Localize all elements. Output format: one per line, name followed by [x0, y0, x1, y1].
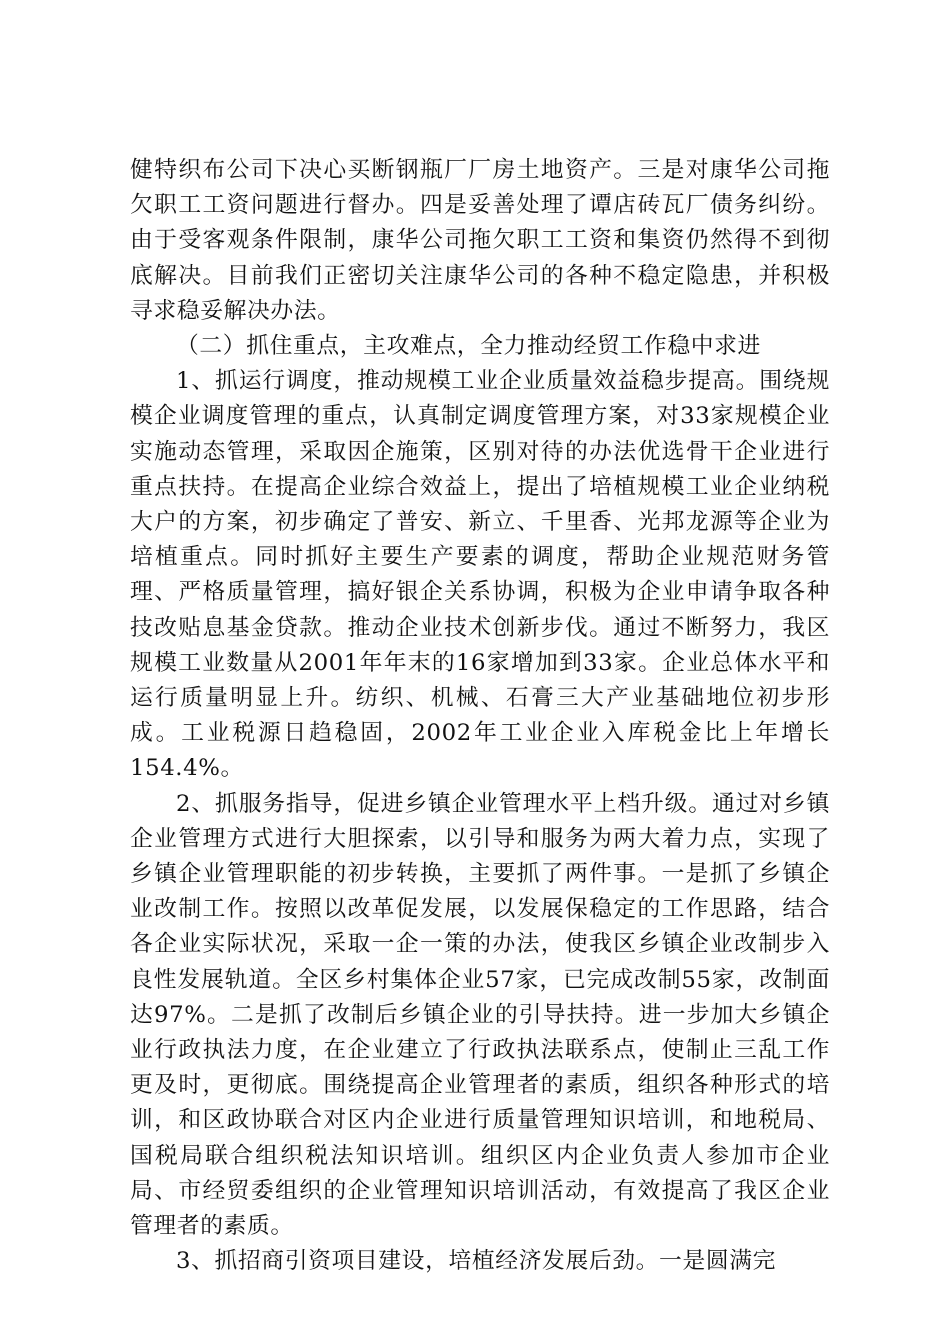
paragraph-continuation: 健特织布公司下决心买断钢瓶厂厂房土地资产。三是对康华公司拖欠职工工资问题进行督办。四是妥善处理了谭店砖瓦厂债务纠纷。由于受客观条件限制，康华公司拖欠职工工资和集资仍然得不到彻底解决。目前我们正密切关注康华公司的各种不稳定隐患，并积极寻求稳妥解决办法。 — [130, 157, 830, 324]
document-page — [130, 153, 830, 1280]
paragraph-item-2: 2、抓服务指导，促进乡镇企业管理水平上档升级。通过对乡镇企业管理方式进行大胆探索，以引导和服务为两大着力点，实现了乡镇企业管理职能的初步转换，主要抓了两件事。一是抓了乡镇企业改制工作。按照以改革促发展，以发展保稳定的工作思路，结合各企业实际状况，采取一企一策的办法，使我区乡镇企业改制步入良性发展轨道。全区乡村集体企业57家，已完成改制55家，改制面达97%。二是抓了改制后乡镇企业的引导扶持。进一步加大乡镇企业行政执法力度，在企业建立了行政执法联系点，使制止三乱工作更及时，更彻底。围绕提高企业管理者的素质，组织各种形式的培训，和区政协联合对区内企业进行质量管理知识培训，和地税局、国税局联合组织税法知识培训。组织区内企业负责人参加市企业局、市经贸委组织的企业管理知识培训活动，有效提高了我区企业管理者的素质。 — [130, 790, 830, 1240]
paragraph-item-3: 3、抓招商引资项目建设，培植经济发展后劲。一是圆满完 — [176, 1248, 777, 1275]
section-heading: （二）抓住重点，主攻难点，全力推动经贸工作稳中求进 — [176, 333, 761, 360]
paragraph-item-1: 1、抓运行调度，推动规模工业企业质量效益稳步提高。围绕规模企业调度管理的重点，认真制定调度管理方案，对33家规模企业实施动态管理，采取因企施策，区别对待的办法优选骨干企业进行重点扶持。在提高企业综合效益上，提出了培植规模工业企业纳税大户的方案，初步确定了普安、新立、千里香、光邦龙源等企业为培植重点。同时抓好主要生产要素的调度，帮助企业规范财务管理、严格质量管理，搞好银企关系协调，积极为企业申请争取各种技改贴息基金贷款。推动企业技术创新步伐。通过不断努力，我区规模工业数量从2001年年末的16家增加到33家。企业总体水平和运行质量明显上升。纺织、机械、石膏三大产业基础地位初步形成。工业税源日趋稳固，2002年工业企业入库税金比上年增长154.4%。 — [130, 368, 830, 782]
